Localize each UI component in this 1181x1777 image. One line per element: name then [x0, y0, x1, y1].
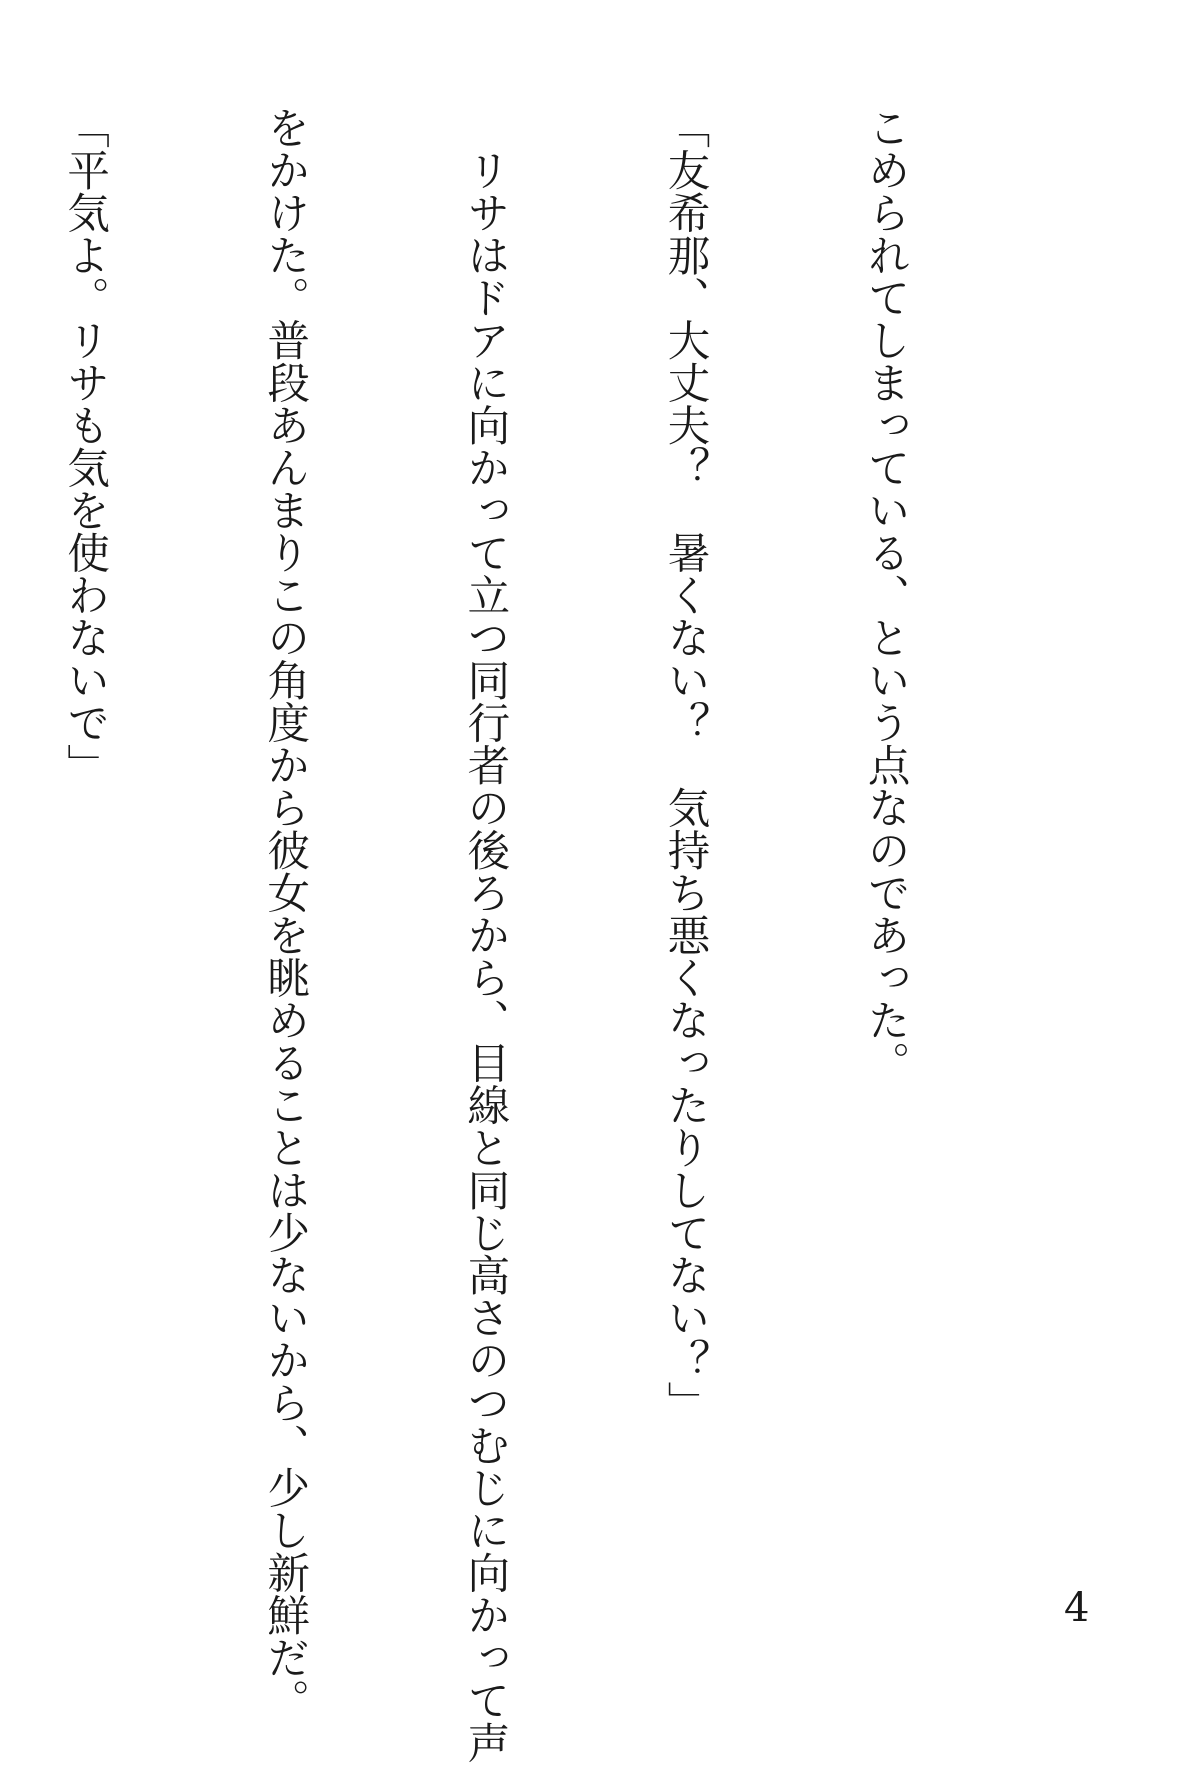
text-line-5: 「平気よ。リサも気を使わないで」	[60, 106, 110, 786]
text-line-1: こめられてしまっている、という点なのであった。	[860, 106, 910, 1084]
page-number: 4	[1064, 1585, 1090, 1631]
text-line-3: リサはドアに向かって立つ同行者の後ろから、目線と同じ高さのつむじに向かって声	[460, 106, 510, 1764]
text-line-2: 「友希那、大丈夫？ 暑くない？ 気持ち悪くなったりしてない？」	[660, 106, 710, 1424]
vertical-body-text	[51, 106, 1051, 1764]
text-line-4: をかけた。普段あんまりこの角度から彼女を眺めることは少ないから、少し新鮮だ。	[260, 106, 310, 1721]
